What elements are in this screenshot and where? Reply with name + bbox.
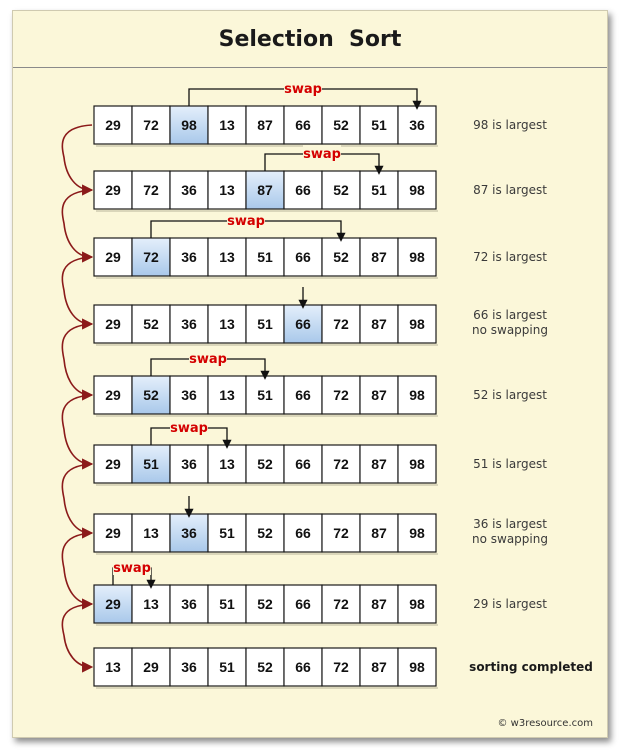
cell-value: 98 — [409, 525, 425, 541]
flow-arrow — [62, 464, 92, 533]
swap-label: swap — [227, 214, 265, 229]
cell-value: 36 — [181, 525, 197, 541]
cell-value: 13 — [219, 182, 235, 198]
cell-value: 66 — [295, 117, 311, 133]
flow-arrow — [62, 395, 92, 464]
cell-value: 52 — [257, 456, 273, 472]
pass-row — [94, 496, 548, 554]
pass-row — [94, 287, 548, 345]
cell-value: 52 — [333, 117, 349, 133]
cell-value: 36 — [181, 387, 197, 403]
cell-value: 36 — [409, 117, 425, 133]
swap-label: swap — [284, 82, 322, 97]
cell-value: 13 — [219, 456, 235, 472]
cell-value: 87 — [371, 456, 387, 472]
cell-value: 51 — [219, 596, 235, 612]
cell-value: 87 — [257, 182, 273, 198]
pass-row — [94, 212, 547, 278]
cell-value: 87 — [371, 525, 387, 541]
swap-label: swap — [303, 147, 341, 162]
cell-value: 52 — [257, 525, 273, 541]
cell-value: 36 — [181, 456, 197, 472]
cell-value: 13 — [219, 117, 235, 133]
cell-value: 29 — [105, 456, 121, 472]
cell-value: 29 — [105, 316, 121, 332]
cell-value: 66 — [295, 659, 311, 675]
cell-value: 52 — [143, 316, 159, 332]
swap-label: swap — [113, 561, 151, 576]
cell-value: 29 — [105, 117, 121, 133]
cell-value: 29 — [105, 525, 121, 541]
cell-value: 51 — [371, 182, 387, 198]
cell-value: 72 — [333, 659, 349, 675]
swap-label: swap — [170, 421, 208, 436]
cell-value: 36 — [181, 182, 197, 198]
cell-value: 51 — [143, 456, 159, 472]
flow-arrow — [62, 533, 92, 604]
cell-value: 87 — [371, 316, 387, 332]
cell-value: 98 — [409, 659, 425, 675]
cell-value: 13 — [143, 525, 159, 541]
cell-value: 66 — [295, 316, 311, 332]
flow-arrow — [62, 257, 92, 324]
cell-value: 87 — [371, 596, 387, 612]
cell-value: 51 — [257, 387, 273, 403]
cell-value: 13 — [219, 387, 235, 403]
cell-value: 51 — [219, 525, 235, 541]
pass-note: 66 is largest — [473, 308, 547, 322]
pass-note: 87 is largest — [473, 183, 547, 197]
cell-value: 98 — [409, 316, 425, 332]
swap-label: swap — [189, 352, 227, 367]
cell-value: 29 — [143, 659, 159, 675]
pass-note: 29 is largest — [473, 597, 547, 611]
cell-value: 51 — [219, 659, 235, 675]
cell-value: 66 — [295, 182, 311, 198]
completion-note: sorting completed — [469, 660, 593, 674]
cell-value: 98 — [181, 117, 197, 133]
cell-value: 72 — [333, 316, 349, 332]
flow-arrow — [62, 125, 92, 190]
cell-value: 29 — [105, 182, 121, 198]
cell-value: 87 — [371, 249, 387, 265]
credit-text: © w3resource.com — [497, 718, 593, 729]
cell-value: 72 — [333, 525, 349, 541]
cell-value: 98 — [409, 456, 425, 472]
cell-value: 66 — [295, 249, 311, 265]
pass-note: 36 is largest — [473, 517, 547, 531]
cell-value: 52 — [143, 387, 159, 403]
flow-arrow — [62, 324, 92, 395]
pass-note: 98 is largest — [473, 118, 547, 132]
pass-note: 72 is largest — [473, 250, 547, 264]
cell-value: 36 — [181, 659, 197, 675]
cell-value: 72 — [143, 117, 159, 133]
cell-value: 87 — [371, 659, 387, 675]
cell-value: 52 — [333, 182, 349, 198]
cell-value: 72 — [143, 249, 159, 265]
cell-value: 87 — [257, 117, 273, 133]
cell-value: 52 — [333, 249, 349, 265]
cell-value: 51 — [371, 117, 387, 133]
cell-value: 52 — [257, 596, 273, 612]
cell-value: 36 — [181, 249, 197, 265]
cell-value: 51 — [257, 249, 273, 265]
cell-value: 98 — [409, 249, 425, 265]
cell-value: 13 — [219, 249, 235, 265]
cell-value: 13 — [105, 659, 121, 675]
cell-value: 13 — [143, 596, 159, 612]
diagram-title: Selection Sort — [218, 27, 402, 52]
cell-value: 87 — [371, 387, 387, 403]
cell-value: 29 — [105, 387, 121, 403]
cell-value: 29 — [105, 249, 121, 265]
cell-value: 72 — [333, 387, 349, 403]
cell-value: 66 — [295, 596, 311, 612]
pass-row — [94, 80, 547, 146]
cell-value: 66 — [295, 456, 311, 472]
cell-value: 51 — [257, 316, 273, 332]
pass-note: no swapping — [472, 532, 548, 546]
pass-note: no swapping — [472, 323, 548, 337]
cell-value: 72 — [333, 596, 349, 612]
cell-value: 13 — [219, 316, 235, 332]
pass-row — [94, 419, 547, 485]
cell-value: 66 — [295, 525, 311, 541]
pass-row — [94, 648, 593, 688]
cell-value: 98 — [409, 182, 425, 198]
pass-row — [94, 350, 547, 416]
pass-row — [94, 559, 547, 625]
cell-value: 98 — [409, 596, 425, 612]
cell-value: 66 — [295, 387, 311, 403]
cell-value: 36 — [181, 316, 197, 332]
pass-note: 51 is largest — [473, 457, 547, 471]
cell-value: 29 — [105, 596, 121, 612]
cell-value: 72 — [143, 182, 159, 198]
cell-value: 98 — [409, 387, 425, 403]
pass-row — [94, 145, 547, 211]
cell-value: 36 — [181, 596, 197, 612]
flow-arrow — [62, 190, 92, 257]
cell-value: 72 — [333, 456, 349, 472]
pass-note: 52 is largest — [473, 388, 547, 402]
flow-arrow — [62, 604, 92, 667]
cell-value: 52 — [257, 659, 273, 675]
